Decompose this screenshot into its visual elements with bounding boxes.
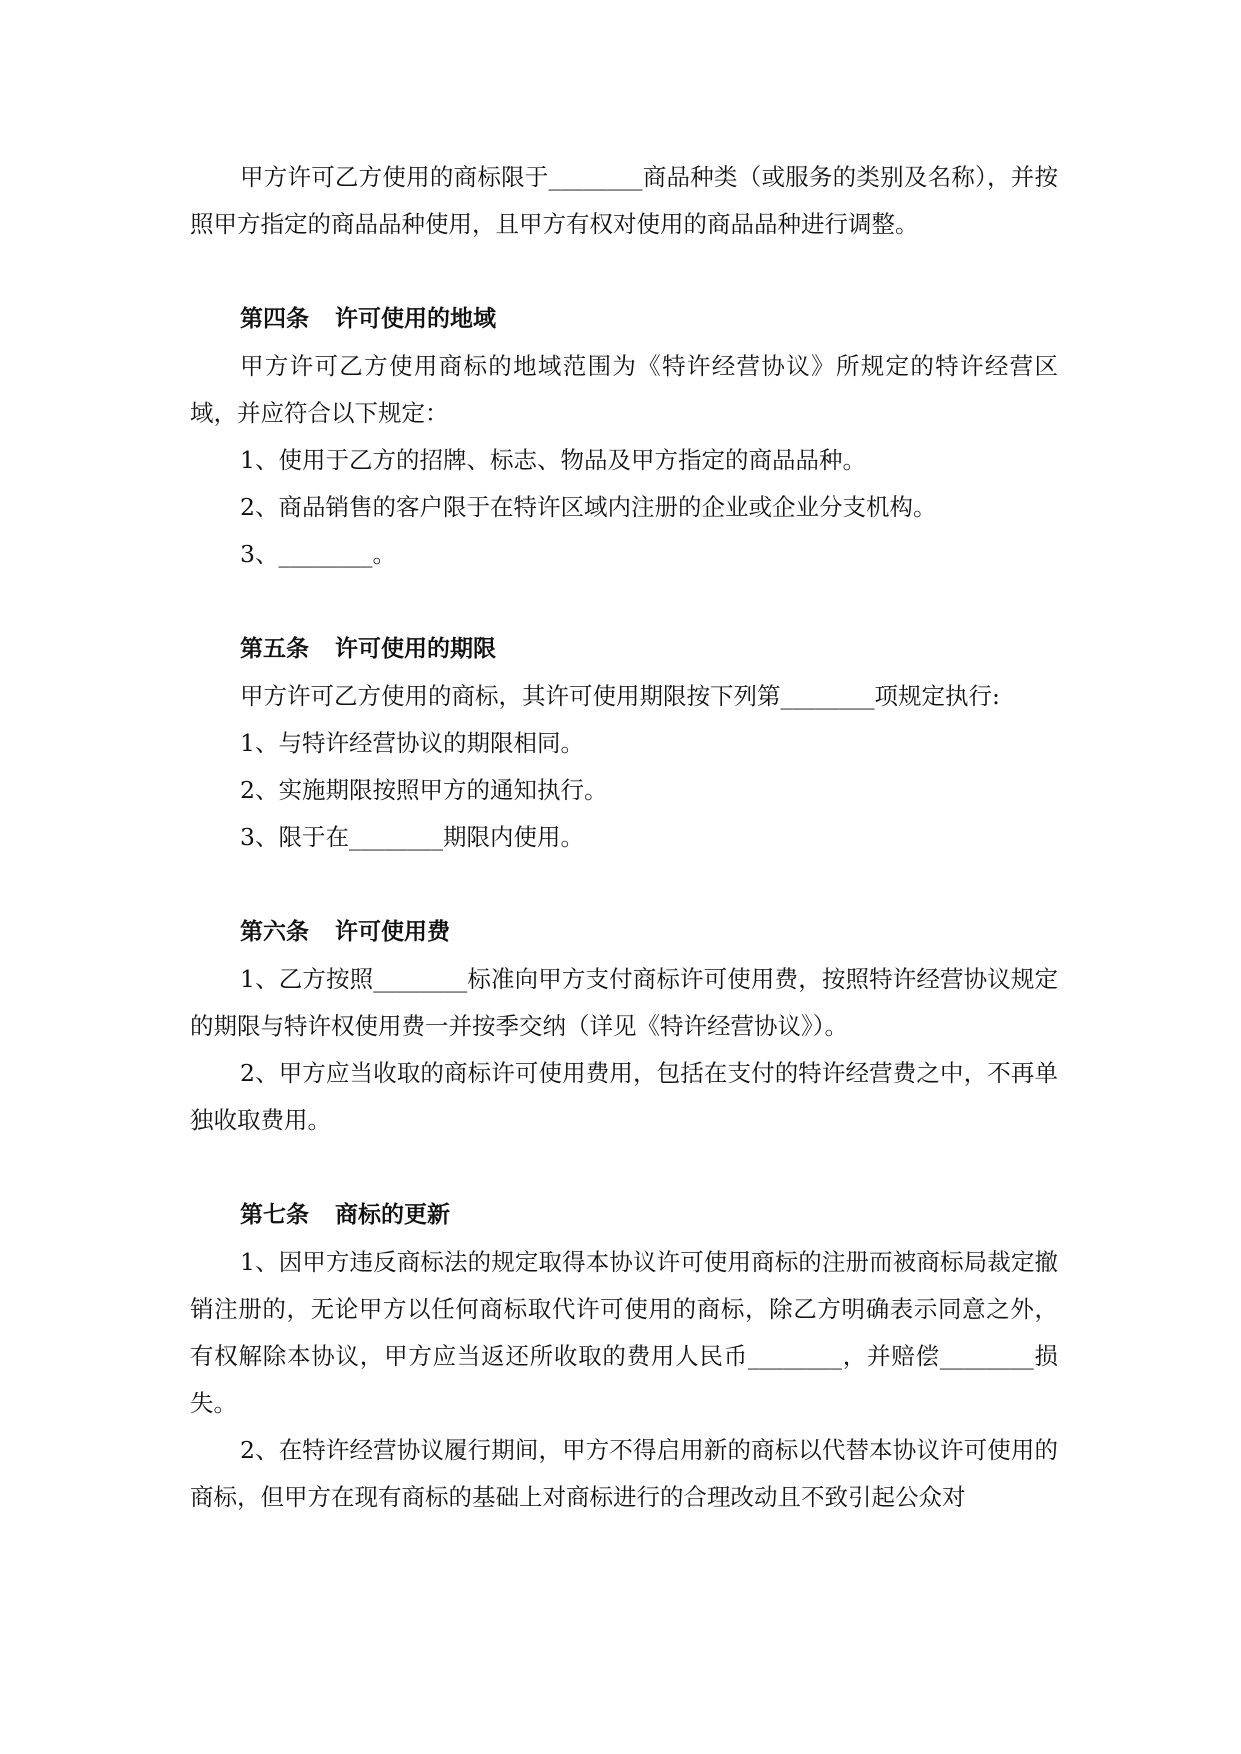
article4-item-2: 2、商品销售的客户限于在特许区域内注册的企业或企业分支机构。 xyxy=(240,493,937,521)
article5-item-3: 3、限于在________期限内使用。 xyxy=(240,823,584,851)
article7-item-1: 1、因甲方违反商标法的规定取得本协议许可使用商标的注册而被商标局裁定撤销注册的，无论甲方以任何商标取代许可使用的商标，除乙方明确表示同意之外，有权解除本协议，甲方应当返还所收取的费用人民币________，并赔偿________损失。 xyxy=(190,1248,1058,1417)
article4-paragraph: 甲方许可乙方使用商标的地域范围为《特许经营协议》所规定的特许经营区域，并应符合以下规定： xyxy=(190,352,1058,427)
article7-heading xyxy=(190,1192,1058,1239)
article4-number: 第四条 xyxy=(240,306,309,332)
article5-paragraph: 甲方许可乙方使用的商标，其许可使用期限按下列第________项规定执行: xyxy=(240,682,1000,710)
document-page xyxy=(190,154,1058,1521)
article7-number: 第七条 xyxy=(240,1202,309,1228)
article7-title: 商标的更新 xyxy=(335,1202,450,1228)
article5-number: 第五条 xyxy=(240,636,309,662)
article6-item-2: 2、甲方应当收取的商标许可使用费用，包括在支付的特许经营费之中，不再单独收取费用。 xyxy=(190,1059,1058,1134)
section-gap xyxy=(190,578,1058,626)
section-gap xyxy=(190,861,1058,909)
article6-heading xyxy=(190,909,1058,956)
article6-number: 第六条 xyxy=(240,919,309,945)
article5-title: 许可使用的期限 xyxy=(335,636,496,662)
article4-item-1: 1、使用于乙方的招牌、标志、物品及甲方指定的商品品种。 xyxy=(240,446,866,474)
article5-item-1: 1、与特许经营协议的期限相同。 xyxy=(240,729,584,757)
intro-paragraph: 甲方许可乙方使用的商标限于________商品种类（或服务的类别及名称），并按照甲方指定的商品品种使用，且甲方有权对使用的商品品种进行调整。 xyxy=(190,163,1058,238)
section-gap xyxy=(190,248,1058,296)
article7-item-2: 2、在特许经营协议履行期间，甲方不得启用新的商标以代替本协议许可使用的商标，但甲方在现有商标的基础上对商标进行的合理改动且不致引起公众对 xyxy=(190,1436,1058,1511)
article5-item-2: 2、实施期限按照甲方的通知执行。 xyxy=(240,776,608,804)
article6-item-1: 1、乙方按照________标准向甲方支付商标许可使用费，按照特许经营协议规定的期限与特许权使用费一并按季交纳（详见《特许经营协议》）。 xyxy=(190,965,1058,1040)
section-gap xyxy=(190,1144,1058,1192)
article6-title: 许可使用费 xyxy=(335,919,450,945)
article5-heading xyxy=(190,626,1058,673)
article4-heading xyxy=(190,296,1058,343)
article4-item-3: 3、________。 xyxy=(240,540,396,568)
article4-title: 许可使用的地域 xyxy=(335,306,496,332)
